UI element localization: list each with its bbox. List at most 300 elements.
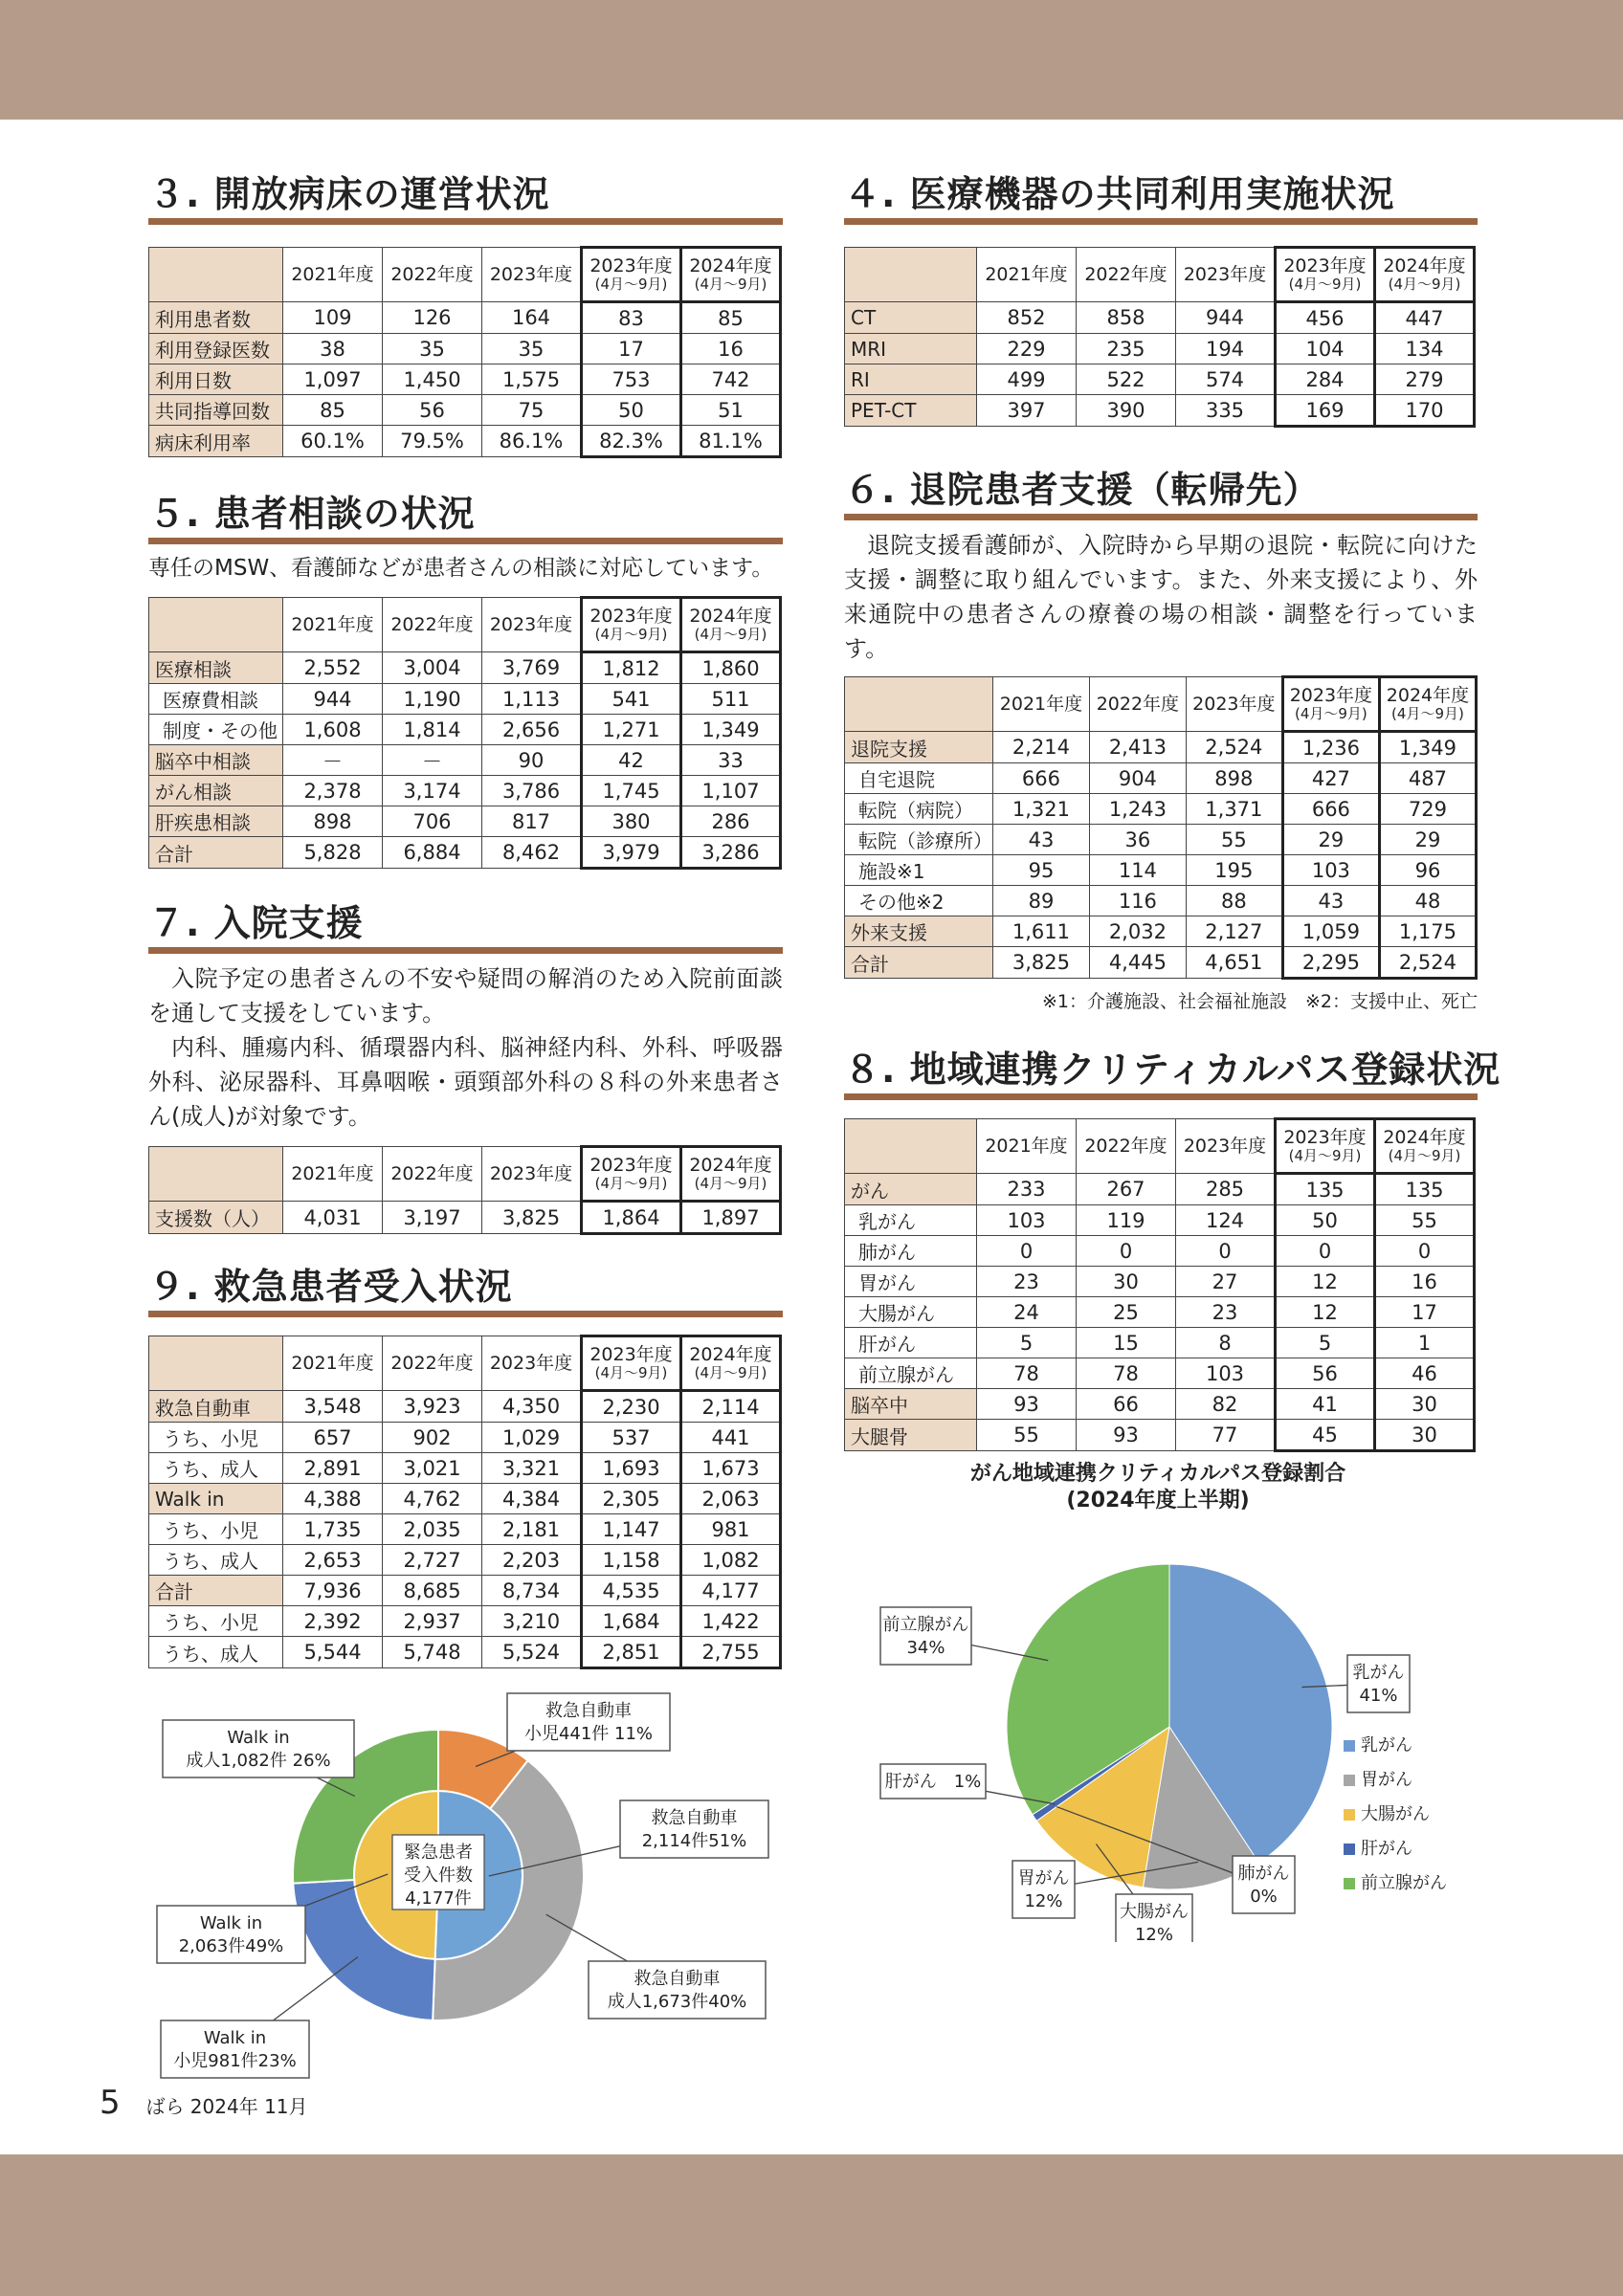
column-header — [482, 598, 582, 652]
table-cell: 427 — [1282, 763, 1379, 794]
table-row — [845, 916, 1477, 947]
table-cell: 24 — [977, 1297, 1077, 1328]
chart-subtitle: (2024年度上半期) — [1066, 1489, 1250, 1512]
column-header-period: (4月～9月) — [694, 1174, 767, 1192]
section-title: ６. 退院患者支援（転帰先） — [844, 466, 1478, 520]
table-cell: 2,413 — [1089, 732, 1186, 763]
column-header — [582, 1147, 681, 1202]
table-row — [845, 763, 1477, 794]
table-cell: 2,524 — [1379, 947, 1476, 979]
table-cell: 15 — [1077, 1328, 1176, 1358]
table-cell: 5,828 — [283, 837, 383, 869]
table-cell: 898 — [283, 806, 383, 837]
table-cell: 103 — [977, 1205, 1077, 1236]
callout-text: 成人1,082件 26% — [186, 1751, 331, 1771]
table-cell: 134 — [1375, 334, 1475, 364]
table-cell: 858 — [1077, 302, 1176, 334]
table-cell: 119 — [1077, 1205, 1176, 1236]
table-cell: 3,786 — [482, 776, 582, 806]
table-cell: 3,923 — [383, 1391, 482, 1423]
table-cell: 79.5% — [383, 426, 482, 457]
callout-text: 胃がん — [1017, 1868, 1070, 1888]
table-cell: 706 — [383, 806, 482, 837]
table-row — [845, 1358, 1475, 1389]
column-header — [383, 1147, 482, 1202]
table-cell: 2,937 — [383, 1606, 482, 1637]
column-header-label: 2024年度 — [1383, 254, 1466, 276]
column-header-label: 2021年度 — [291, 264, 374, 285]
table-cell: 170 — [1375, 395, 1475, 427]
table-cell: 2,063 — [681, 1484, 781, 1514]
emergency-table-container — [148, 1335, 783, 1669]
table-cell: 1 — [1375, 1328, 1475, 1358]
cancer-chart-legend — [1344, 1729, 1447, 1901]
header-corner — [149, 598, 283, 652]
column-header-label: 2023年度 — [489, 1163, 573, 1184]
table-cell: 29 — [1379, 825, 1476, 855]
donut-outer-label — [476, 1693, 670, 1767]
table-cell: 8,462 — [482, 837, 582, 869]
legend-item — [1344, 1763, 1447, 1798]
table-cell: 904 — [1089, 763, 1186, 794]
column-header-period: (4月～9月) — [1388, 1146, 1461, 1164]
table-cell: 447 — [1375, 302, 1475, 334]
section-description: 専任のMSW、看護師などが患者さんの相談に対応しています。 — [148, 556, 774, 581]
critical-path-table-container — [844, 1117, 1478, 1452]
callout-text: 乳がん — [1352, 1663, 1405, 1683]
row-label: RI — [845, 364, 977, 395]
callout-text: 2,114件51% — [641, 1831, 747, 1851]
header-row — [149, 1147, 781, 1202]
row-label: 病床利用率 — [149, 426, 283, 457]
table-row — [149, 1637, 781, 1668]
table-cell: 41 — [1276, 1389, 1375, 1420]
table-cell: 29 — [1282, 825, 1379, 855]
callout-text: 救急自動車 — [545, 1701, 632, 1721]
table-cell: 12 — [1276, 1267, 1375, 1297]
column-header — [1077, 248, 1176, 302]
header-row — [845, 248, 1475, 302]
table-cell: 902 — [383, 1423, 482, 1453]
header-corner — [845, 677, 993, 732]
callout-text: 成人1,673件40% — [607, 1992, 747, 2012]
table-cell: 1,812 — [582, 652, 681, 684]
table-cell: 0 — [1375, 1236, 1475, 1267]
table-cell: 88 — [1186, 886, 1282, 916]
column-header — [283, 248, 383, 302]
legend-item — [1344, 1832, 1447, 1866]
table-cell: 103 — [1282, 855, 1379, 886]
table-cell: 78 — [977, 1358, 1077, 1389]
section-title: ４. 医療機器の共同利用実施状況 — [844, 170, 1478, 225]
row-label: うち、小児 — [149, 1606, 283, 1637]
row-label: 肝疾患相談 — [149, 806, 283, 837]
column-header-label: 2023年度 — [1192, 694, 1276, 715]
table-cell: 4,177 — [681, 1576, 781, 1606]
table-cell: 85 — [681, 302, 781, 334]
column-header-period: (4月～9月) — [594, 1174, 668, 1192]
header-row — [149, 1336, 781, 1391]
column-header — [383, 248, 482, 302]
column-header-label: 2023年度 — [589, 605, 673, 627]
table-cell: 104 — [1276, 334, 1375, 364]
table-cell: 0 — [1077, 1236, 1176, 1267]
row-label: 脳卒中 — [845, 1389, 977, 1420]
table-cell: 93 — [977, 1389, 1077, 1420]
column-header — [681, 1147, 781, 1202]
table-row — [845, 1236, 1475, 1267]
column-header — [283, 1336, 383, 1391]
column-header-label: 2021年度 — [291, 1353, 374, 1374]
table-cell: 56 — [1276, 1358, 1375, 1389]
table-cell: 2,295 — [1282, 947, 1379, 979]
table-cell: 3,825 — [993, 947, 1090, 979]
table-cell: 55 — [1186, 825, 1282, 855]
row-label: 医療相談 — [149, 652, 283, 684]
table-cell: 2,656 — [482, 715, 582, 745]
table-cell: 537 — [582, 1423, 681, 1453]
data-table — [844, 1117, 1476, 1452]
column-header-period: (4月～9月) — [594, 1363, 668, 1381]
table-cell: 2,035 — [383, 1514, 482, 1545]
table-cell: 33 — [681, 745, 781, 776]
column-header-label: 2024年度 — [689, 1154, 772, 1176]
column-header — [1176, 248, 1276, 302]
row-label: 合計 — [149, 1576, 283, 1606]
table-cell: 1,029 — [482, 1423, 582, 1453]
table-cell: 169 — [1276, 395, 1375, 427]
table-cell: 817 — [482, 806, 582, 837]
callout-text: 大腸がん — [1120, 1902, 1189, 1922]
top-decorative-band — [0, 0, 1623, 120]
data-table — [148, 596, 782, 870]
row-label: 外来支援 — [845, 916, 993, 947]
header-corner — [845, 1119, 977, 1174]
column-header-label: 2023年度 — [1183, 264, 1267, 285]
column-header-label: 2024年度 — [1383, 1126, 1466, 1148]
table-cell: 3,321 — [482, 1453, 582, 1484]
table-cell: 511 — [681, 684, 781, 715]
callout-text: Walk in — [227, 1728, 290, 1748]
table-cell: 753 — [582, 364, 681, 395]
table-cell: 89 — [993, 886, 1090, 916]
publication-name: ばら 2024年 11月 — [145, 2095, 308, 2118]
table-cell: 335 — [1176, 395, 1276, 427]
row-label: 利用日数 — [149, 364, 283, 395]
row-label: MRI — [845, 334, 977, 364]
table-cell: 1,611 — [993, 916, 1090, 947]
table-cell: 981 — [681, 1514, 781, 1545]
table-cell: 1,236 — [1282, 732, 1379, 763]
table-cell: 229 — [977, 334, 1077, 364]
row-label: 合計 — [149, 837, 283, 869]
table-cell: 1,897 — [681, 1202, 781, 1234]
table-row — [149, 395, 781, 426]
table-row — [149, 806, 781, 837]
table-cell: 1,349 — [1379, 732, 1476, 763]
row-label: 胃がん — [845, 1267, 977, 1297]
table-cell: 285 — [1176, 1174, 1276, 1205]
row-label: 退院支援 — [845, 732, 993, 763]
column-header — [482, 1147, 582, 1202]
page-number: 5 — [100, 2084, 121, 2122]
table-cell: 16 — [1375, 1267, 1475, 1297]
table-cell: 1,349 — [681, 715, 781, 745]
table-row — [149, 1391, 781, 1423]
row-label: がん — [845, 1174, 977, 1205]
column-header-label: 2024年度 — [689, 254, 772, 276]
table-cell: 85 — [283, 395, 383, 426]
table-row — [149, 1453, 781, 1484]
column-header-label: 2021年度 — [999, 694, 1083, 715]
table-row — [149, 334, 781, 364]
table-row — [149, 715, 781, 745]
table-cell: 2,552 — [283, 652, 383, 684]
header-corner — [845, 248, 977, 302]
table-cell: 77 — [1176, 1420, 1276, 1451]
table-cell: 1,097 — [283, 364, 383, 395]
table-cell: 1,147 — [582, 1514, 681, 1545]
legend-item — [1344, 1798, 1447, 1832]
table-cell: 2,653 — [283, 1545, 383, 1576]
column-header — [1276, 1119, 1375, 1174]
table-cell: 35 — [383, 334, 482, 364]
column-header — [1176, 1119, 1276, 1174]
section-equipment-sharing — [844, 170, 1478, 428]
table-cell: － — [383, 745, 482, 776]
row-label: 自宅退院 — [845, 763, 993, 794]
section-open-beds — [148, 170, 783, 458]
legend-label: 肝がん — [1361, 1839, 1412, 1859]
table-cell: 56 — [383, 395, 482, 426]
column-header-label: 2021年度 — [985, 264, 1068, 285]
row-label: 肺がん — [845, 1236, 977, 1267]
column-header-label: 2023年度 — [489, 614, 573, 635]
row-label: 転院（病院） — [845, 794, 993, 825]
column-header — [977, 1119, 1077, 1174]
table-cell: 456 — [1276, 302, 1375, 334]
table-cell: 4,762 — [383, 1484, 482, 1514]
table-cell: 522 — [1077, 364, 1176, 395]
discharge-table-container — [844, 675, 1478, 980]
table-cell: 3,286 — [681, 837, 781, 869]
table-cell: 1,735 — [283, 1514, 383, 1545]
table-cell: 4,031 — [283, 1202, 383, 1234]
table-cell: 2,378 — [283, 776, 383, 806]
table-cell: 1,608 — [283, 715, 383, 745]
table-cell: 742 — [681, 364, 781, 395]
table-cell: 12 — [1276, 1297, 1375, 1328]
table-cell: 78 — [1077, 1358, 1176, 1389]
table-cell: 2,851 — [582, 1637, 681, 1668]
table-cell: 46 — [1375, 1358, 1475, 1389]
table-cell: 195 — [1186, 855, 1282, 886]
table-cell: 48 — [1379, 886, 1476, 916]
table-cell: 1,321 — [993, 794, 1090, 825]
table-cell: 23 — [1176, 1297, 1276, 1328]
table-row — [845, 1174, 1475, 1205]
row-label: 合計 — [845, 947, 993, 979]
data-table — [148, 1145, 782, 1235]
table-row — [149, 302, 781, 334]
table-cell: 103 — [1176, 1358, 1276, 1389]
table-cell: 4,388 — [283, 1484, 383, 1514]
column-header-label: 2022年度 — [390, 614, 474, 635]
table-cell: 1,175 — [1379, 916, 1476, 947]
center-label-text: 受入件数 — [404, 1866, 473, 1886]
table-cell: 36 — [1089, 825, 1186, 855]
table-cell: 35 — [482, 334, 582, 364]
column-header-label: 2022年度 — [1084, 1136, 1167, 1157]
column-header-label: 2022年度 — [390, 1353, 474, 1374]
table-cell: 82 — [1176, 1389, 1276, 1420]
table-row — [149, 1423, 781, 1453]
table-cell: 5,748 — [383, 1637, 482, 1668]
header-corner — [149, 248, 283, 302]
table-cell: 944 — [1176, 302, 1276, 334]
table-cell: 90 — [482, 745, 582, 776]
table-cell: 944 — [283, 684, 383, 715]
column-header — [582, 1336, 681, 1391]
table-cell: 82.3% — [582, 426, 681, 457]
table-cell: 1,673 — [681, 1453, 781, 1484]
callout-text: 小児441件 11% — [523, 1724, 654, 1744]
table-cell: － — [283, 745, 383, 776]
table-cell: 23 — [977, 1267, 1077, 1297]
table-cell: 397 — [977, 395, 1077, 427]
table-cell: 75 — [482, 395, 582, 426]
table-row — [845, 855, 1477, 886]
table-cell: 3,174 — [383, 776, 482, 806]
table-cell: 1,271 — [582, 715, 681, 745]
row-label: 前立腺がん — [845, 1358, 977, 1389]
table-cell: 4,651 — [1186, 947, 1282, 979]
table-cell: 2,214 — [993, 732, 1090, 763]
table-cell: 1,113 — [482, 684, 582, 715]
table-cell: 93 — [1077, 1420, 1176, 1451]
legend-item — [1344, 1729, 1447, 1763]
row-label: 乳がん — [845, 1205, 977, 1236]
column-header — [993, 677, 1090, 732]
table-cell: 1,243 — [1089, 794, 1186, 825]
row-label: うち、成人 — [149, 1545, 283, 1576]
table-cell: 2,230 — [582, 1391, 681, 1423]
column-header-period: (4月～9月) — [1391, 704, 1464, 722]
table-cell: 3,979 — [582, 837, 681, 869]
table-row — [149, 1202, 781, 1234]
row-label: その他※2 — [845, 886, 993, 916]
table-cell: 45 — [1276, 1420, 1375, 1451]
legend-swatch — [1344, 1878, 1355, 1889]
open-beds-table-container — [148, 246, 783, 458]
column-header-label: 2021年度 — [985, 1136, 1068, 1157]
table-cell: 55 — [1375, 1205, 1475, 1236]
row-label: 肝がん — [845, 1328, 977, 1358]
table-cell: 5,544 — [283, 1637, 383, 1668]
table-cell: 126 — [383, 302, 482, 334]
table-row — [845, 794, 1477, 825]
table-cell: 4,384 — [482, 1484, 582, 1514]
table-cell: 27 — [1176, 1267, 1276, 1297]
table-cell: 96 — [1379, 855, 1476, 886]
column-header-label: 2021年度 — [291, 614, 374, 635]
column-header-label: 2024年度 — [1386, 684, 1470, 706]
column-header — [283, 598, 383, 652]
table-cell: 116 — [1089, 886, 1186, 916]
row-label: Walk in — [149, 1484, 283, 1514]
header-corner — [149, 1336, 283, 1391]
column-header — [1089, 677, 1186, 732]
row-label: 利用登録医数 — [149, 334, 283, 364]
section-title: ９. 救急患者受入状況 — [148, 1263, 783, 1317]
table-cell: 1,745 — [582, 776, 681, 806]
column-header-label: 2022年度 — [1096, 694, 1180, 715]
table-cell: 1,371 — [1186, 794, 1282, 825]
table-cell: 30 — [1375, 1389, 1475, 1420]
column-header — [383, 1336, 482, 1391]
header-row — [845, 1119, 1475, 1174]
table-row — [149, 837, 781, 869]
row-label: 施設※1 — [845, 855, 993, 886]
section-title: ８. 地域連携クリティカルパス登録状況 — [844, 1046, 1478, 1100]
table-row — [149, 1576, 781, 1606]
table-cell: 1,860 — [681, 652, 781, 684]
column-header-period: (4月～9月) — [1288, 275, 1362, 293]
table-cell: 541 — [582, 684, 681, 715]
data-table — [148, 1335, 782, 1669]
table-cell: 2,727 — [383, 1545, 482, 1576]
column-header — [1375, 248, 1475, 302]
column-header — [283, 1147, 383, 1202]
callout-text: 肺がん — [1237, 1864, 1290, 1884]
table-cell: 2,032 — [1089, 916, 1186, 947]
table-cell: 7,936 — [283, 1576, 383, 1606]
table-cell: 0 — [977, 1236, 1077, 1267]
column-header-period: (4月～9月) — [1388, 275, 1461, 293]
row-label: 共同指導回数 — [149, 395, 283, 426]
section-critical-path — [844, 1046, 1501, 1452]
column-header-label: 2023年度 — [589, 1343, 673, 1365]
column-header-label: 2024年度 — [689, 1343, 772, 1365]
row-label: がん相談 — [149, 776, 283, 806]
table-cell: 5 — [1276, 1328, 1375, 1358]
column-header — [681, 1336, 781, 1391]
table-cell: 279 — [1375, 364, 1475, 395]
callout-text: 前立腺がん — [882, 1615, 969, 1635]
table-row — [845, 1420, 1475, 1451]
table-row — [845, 732, 1477, 763]
table-row — [845, 1389, 1475, 1420]
table-cell: 233 — [977, 1174, 1077, 1205]
legend-swatch — [1344, 1809, 1355, 1821]
column-header — [383, 598, 482, 652]
table-cell: 8,685 — [383, 1576, 482, 1606]
table-cell: 95 — [993, 855, 1090, 886]
row-label: うち、成人 — [149, 1453, 283, 1484]
data-table — [844, 246, 1476, 428]
table-cell: 38 — [283, 334, 383, 364]
legend-label: 前立腺がん — [1361, 1873, 1447, 1893]
table-row — [149, 1514, 781, 1545]
section-paragraph-2: 内科、腫瘍内科、循環器内科、脳神経内科、外科、呼吸器外科、泌尿器科、耳鼻咽喉・頭頸部外科の８科の外来患者さん(成人)が対象です。 — [148, 1034, 783, 1130]
table-row — [149, 745, 781, 776]
column-header-period: (4月～9月) — [694, 275, 767, 293]
table-cell: 657 — [283, 1423, 383, 1453]
section-admission-support — [148, 899, 783, 1235]
row-label: 大腸がん — [845, 1297, 977, 1328]
row-label: PET-CT — [845, 395, 977, 427]
table-cell: 267 — [1077, 1174, 1176, 1205]
